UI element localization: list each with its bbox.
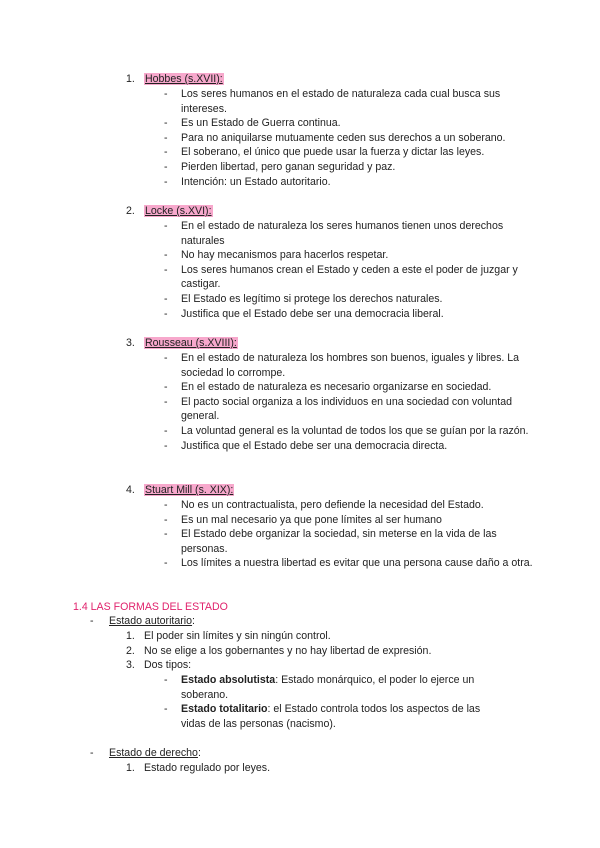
philosopher-heading-locke <box>126 204 213 218</box>
tipos-list <box>164 673 504 731</box>
autoritario-list <box>126 629 506 673</box>
list-text: Estado regulado por leyes. <box>144 762 271 774</box>
list-item: - Para no aniquilarse mutuamente ceden sus derechos a un soberano. <box>164 131 534 146</box>
list-item: - No es un contractualista, pero defiende la necesidad del Estado. <box>164 498 534 513</box>
list-item: - El Estado debe organizar la sociedad, sin meterse en la vida de las personas. <box>164 527 534 556</box>
list-item: - En el estado de naturaleza los hombres son buenos, iguales y libres. La sociedad lo corrompe. <box>164 351 534 380</box>
colon: : <box>197 747 201 759</box>
philosopher-heading-rousseau <box>126 336 238 350</box>
list-item: - Intención: un Estado autoritario. <box>164 175 534 190</box>
derecho-list <box>126 761 506 776</box>
philosopher-title: Rousseau (s.XVIII): <box>145 337 237 349</box>
subheading-label: Estado de derecho <box>109 747 198 759</box>
list-item: - El pacto social organiza a los individuos en una sociedad con voluntad general. <box>164 395 534 424</box>
dash-marker: - <box>90 615 94 627</box>
list-item <box>126 644 506 659</box>
list-item <box>126 761 506 776</box>
rousseau-points <box>164 351 534 453</box>
list-item: - En el estado de naturaleza es necesario organizarse en sociedad. <box>164 380 534 395</box>
estado-autoritario-heading <box>90 614 195 628</box>
list-text: No se elige a los gobernantes y no hay libertad de expresión. <box>144 644 432 657</box>
list-number: 1. <box>126 630 135 642</box>
list-number: 3. <box>126 659 135 672</box>
term-description: : Estado monárquico, el poder lo ejerce un soberano. <box>181 674 475 701</box>
locke-points <box>164 219 534 321</box>
philosopher-heading-hobbes <box>126 72 224 86</box>
term: Estado totalitario <box>181 703 268 716</box>
list-item: - No hay mecanismos para hacerlos respetar. <box>164 248 534 263</box>
term-description: : el Estado controla todos los aspectos de las vidas de las personas (nacismo). <box>181 703 481 730</box>
list-number: 3. <box>126 337 135 349</box>
list-item: - Es un mal necesario ya que pone límites al ser humano <box>164 513 534 528</box>
list-item: - Los seres humanos en el estado de naturaleza cada cual busca sus intereses. <box>164 87 534 116</box>
term: Estado absolutista <box>181 674 276 686</box>
list-number: 2. <box>126 644 135 657</box>
section-heading: 1.4 LAS FORMAS DEL ESTADO <box>73 601 228 613</box>
dash-marker: - <box>90 747 94 759</box>
list-item: - Los seres humanos crean el Estado y ceden a este el poder de juzgar y castigar. <box>164 263 534 292</box>
list-number: 2. <box>126 205 135 217</box>
list-item: - Pierden libertad, pero ganan seguridad y paz. <box>164 160 534 175</box>
philosopher-title: Hobbes (s.XVII): <box>145 73 223 85</box>
list-item <box>164 702 504 731</box>
list-item <box>126 629 506 644</box>
list-item: - El Estado es legítimo si protege los derechos naturales. <box>164 292 534 307</box>
list-item: - En el estado de naturaleza los seres humanos tienen unos derechos naturales <box>164 219 534 248</box>
list-item: - Justifica que el Estado debe ser una democracia directa. <box>164 439 534 454</box>
philosopher-title: Locke (s.XVI): <box>145 205 212 217</box>
list-text: El poder sin límites y sin ningún control. <box>144 630 331 642</box>
mill-points <box>164 498 534 571</box>
hobbes-points <box>164 87 534 189</box>
subheading-label: Estado autoritario <box>109 615 193 627</box>
list-text: Dos tipos: <box>144 659 192 672</box>
list-item: - Los límites a nuestra libertad es evitar que una persona cause daño a otra. <box>164 556 534 571</box>
list-item <box>126 658 506 673</box>
list-number: 1. <box>126 73 135 85</box>
list-item <box>164 673 504 702</box>
list-number: 4. <box>126 484 135 496</box>
estado-derecho-heading <box>90 746 201 760</box>
list-item: - Justifica que el Estado debe ser una democracia liberal. <box>164 307 534 322</box>
philosopher-title: Stuart Mill (s. XIX): <box>145 484 234 496</box>
philosopher-heading-mill <box>126 483 234 497</box>
list-item: - El soberano, el único que puede usar la fuerza y dictar las leyes. <box>164 145 534 160</box>
list-number: 1. <box>126 762 135 774</box>
colon: : <box>192 615 195 627</box>
list-item: - Es un Estado de Guerra continua. <box>164 116 534 131</box>
list-item: - La voluntad general es la voluntad de todos los que se guían por la razón. <box>164 424 534 439</box>
